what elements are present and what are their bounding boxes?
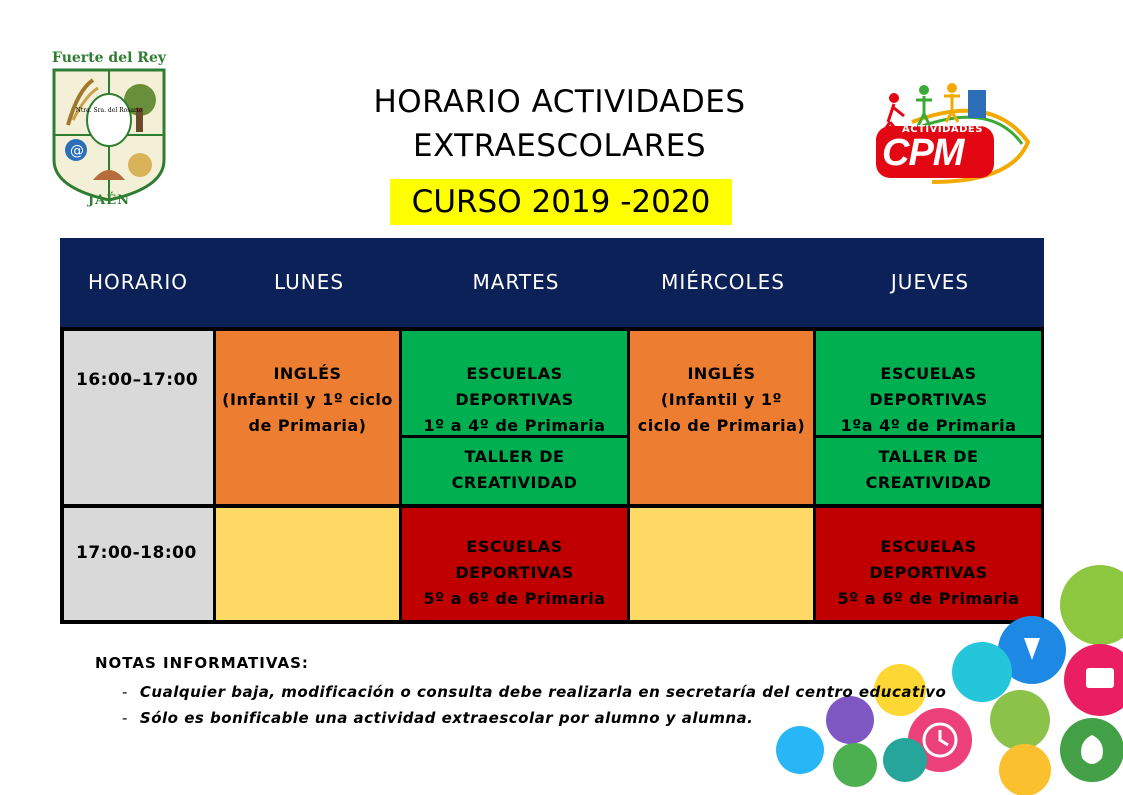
lunes-ingles-cell xyxy=(216,331,399,504)
scissors-icon xyxy=(999,744,1051,795)
notes-heading: NOTAS INFORMATIVAS: xyxy=(95,654,309,672)
cell-line: ESCUELAS xyxy=(466,364,563,383)
cell-line: CREATIVIDAD xyxy=(451,473,578,492)
cell-line: de Primaria) xyxy=(248,416,367,435)
note-dash: - xyxy=(122,709,128,727)
col-miercoles: MIÉRCOLES xyxy=(661,270,785,294)
note-item-1 xyxy=(122,683,946,701)
title-line-1: HORARIO ACTIVIDADES xyxy=(373,84,746,120)
time-slot-2: 17:00-18:00 xyxy=(64,508,213,620)
cell-line: ESCUELAS xyxy=(880,537,977,556)
title-line-2: EXTRAESCOLARES xyxy=(412,128,706,164)
miercoles-ingles-cell xyxy=(630,331,813,504)
cell-line: ESCUELAS xyxy=(880,364,977,383)
col-horario: HORARIO xyxy=(87,270,189,294)
school-icons-decoration xyxy=(770,560,1123,795)
cell-line: DEPORTIVAS xyxy=(455,390,574,409)
col-jueves: JUEVES xyxy=(890,270,970,294)
cpm-logo xyxy=(872,82,1032,186)
school-logo-place: JAÉN xyxy=(87,193,131,208)
cpm-logo-small: ACTIVIDADES xyxy=(902,124,983,135)
cell-line: DEPORTIVAS xyxy=(869,563,988,582)
lunes-empty-cell xyxy=(216,508,399,620)
cell-line: 5º a 6º de Primaria xyxy=(837,589,1020,608)
cell-line: TALLER DE xyxy=(878,447,979,466)
cell-line: 5º a 6º de Primaria xyxy=(423,589,606,608)
svg-text:@: @ xyxy=(70,143,84,159)
cell-line: DEPORTIVAS xyxy=(455,563,574,582)
col-martes: MARTES xyxy=(472,270,560,294)
shield-center-text: Ntra. Sra. del Rosario xyxy=(75,107,143,114)
col-lunes: LUNES xyxy=(273,270,345,294)
martes-escuelas-5-6-cell xyxy=(402,508,627,620)
palette-icon xyxy=(1060,565,1123,645)
ball-icon xyxy=(833,743,877,787)
cell-line: ciclo de Primaria) xyxy=(637,416,806,435)
course-label: CURSO 2019 -2020 xyxy=(390,179,732,225)
cell-line: 1º a 4º de Primaria xyxy=(423,416,606,435)
books-icon xyxy=(990,690,1050,750)
bell-icon xyxy=(826,696,874,744)
note-text: Cualquier baja, modificación o consulta debe realizarla en secretaría del centro educativo xyxy=(139,683,947,701)
mouse-icon xyxy=(883,738,927,782)
cell-line: INGLÉS xyxy=(273,364,342,383)
cell-line: ESCUELAS xyxy=(466,537,563,556)
cell-line: (Infantil y 1º ciclo xyxy=(222,390,393,409)
cell-line: TALLER DE xyxy=(464,447,565,466)
cpm-logo-big: CPM xyxy=(882,132,964,174)
pencil-icon xyxy=(952,642,1012,702)
note-dash: - xyxy=(122,683,128,701)
dna-icon xyxy=(776,726,824,774)
cell-line: CREATIVIDAD xyxy=(865,473,992,492)
schedule-header xyxy=(60,238,1044,327)
cell-line: DEPORTIVAS xyxy=(869,390,988,409)
time-slot-1: 16:00–17:00 xyxy=(64,331,213,504)
note-text: Sólo es bonificable una actividad extraescolar por alumno y alumna. xyxy=(139,709,754,727)
school-logo-name: Fuerte del Rey xyxy=(52,50,166,66)
cell-line: INGLÉS xyxy=(687,364,756,383)
martes-taller-cell xyxy=(402,438,627,504)
cell-line: (Infantil y 1º xyxy=(660,390,783,409)
cell-line: 1ºa 4º de Primaria xyxy=(840,416,1017,435)
note-item-2 xyxy=(122,709,753,727)
martes-escuelas-cell xyxy=(402,331,627,435)
jueves-escuelas-cell xyxy=(816,331,1041,435)
jueves-taller-cell xyxy=(816,438,1041,504)
